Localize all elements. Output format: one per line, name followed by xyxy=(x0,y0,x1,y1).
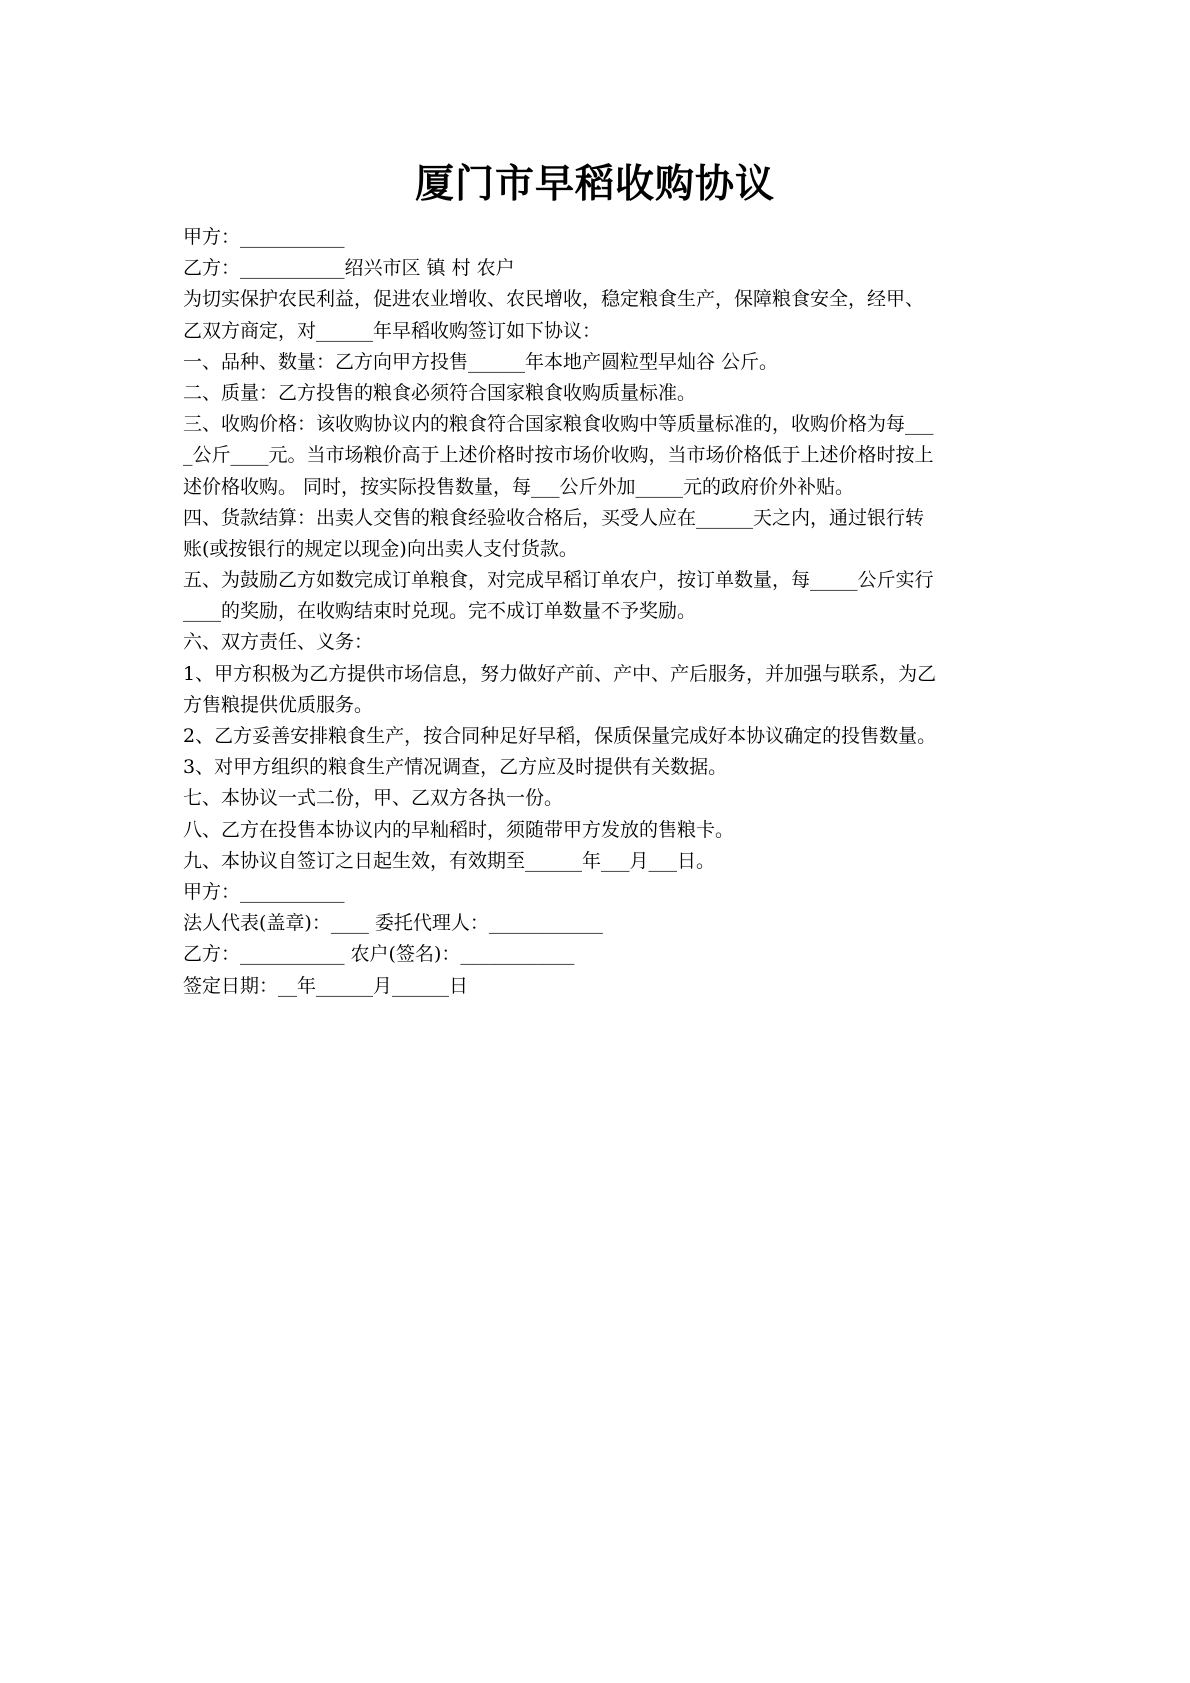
signature-legal-rep: 法人代表(盖章)：____ 委托代理人：____________ xyxy=(183,912,603,935)
party-a-line: 甲方：___________ xyxy=(183,226,345,248)
clause-1-variety-quantity: 一、品种、数量：乙方向甲方投售______年本地产圆粒型早灿谷 公斤。 xyxy=(183,350,779,373)
clause-6-item-3: 3、对甲方组织的粮食生产情况调查，乙方应及时提供有关数据。 xyxy=(183,756,728,779)
clause-3-price-line-3: 述价格收购。 同时，按实际投售数量，每___公斤外加_____元的政府价外补贴。 xyxy=(183,475,855,498)
clause-8-grain-card: 八、乙方在投售本协议内的早籼稻时，须随带甲方发放的售粮卡。 xyxy=(183,818,735,841)
clause-4-payment-line-1: 四、货款结算：出卖人交售的粮食经验收合格后，买受人应在______天之内，通过银行转 xyxy=(183,506,925,529)
clause-6-item-1-line-1: 1、甲方积极为乙方提供市场信息，努力做好产前、产中、产后服务，并加强与联系，为乙 xyxy=(183,662,937,685)
document-body xyxy=(183,222,1013,1002)
clause-6-item-1-line-2: 方售粮提供优质服务。 xyxy=(183,693,374,716)
preamble-line-2: 乙双方商定，对______年早稻收购签订如下协议： xyxy=(183,319,602,342)
clause-9-validity: 九、本协议自签订之日起生效，有效期至______年___月___日。 xyxy=(183,849,716,872)
party-b-line: 乙方：___________绍兴市区 镇 村 农户 xyxy=(183,257,515,280)
clause-5-reward-line-2: ____的奖励，在收购结束时兑现。完不成订单数量不予奖励。 xyxy=(183,600,697,623)
clause-6-item-2: 2、乙方妥善安排粮食生产，按合同种足好早稻，保质保量完成好本协议确定的投售数量。 xyxy=(183,725,937,747)
signature-party-b: 乙方：___________ 农户(签名)：____________ xyxy=(183,943,575,966)
clause-2-quality: 二、质量：乙方投售的粮食必须符合国家粮食收购质量标准。 xyxy=(183,381,697,404)
clause-7-copies: 七、本协议一式二份，甲、乙双方各执一份。 xyxy=(183,787,564,810)
signing-date: 签定日期：__年______月______日 xyxy=(183,974,469,997)
preamble-line-1: 为切实保护农民利益，促进农业增收、农民增收，稳定粮食生产，保障粮食安全，经甲、 xyxy=(183,288,925,311)
clause-5-reward-line-1: 五、为鼓励乙方如数完成订单粮食，对完成早稻订单农户，按订单数量，每_____公斤实行 xyxy=(183,569,934,592)
document-title: 厦门市早稻收购协议 xyxy=(414,161,775,207)
signature-party-a: 甲方：___________ xyxy=(183,880,345,903)
clause-6-heading: 六、双方责任、义务： xyxy=(183,631,374,654)
clause-3-price-line-1: 三、收购价格：该收购协议内的粮食符合国家粮食收购中等质量标准的，收购价格为每___ xyxy=(183,413,934,436)
clause-4-payment-line-2: 账(或按银行的规定以现金)向出卖人支付货款。 xyxy=(183,537,578,560)
clause-3-price-line-2: _公斤____元。当市场粮价高于上述价格时按市场价收购，当市场价格低于上述价格时按上 xyxy=(183,444,934,467)
